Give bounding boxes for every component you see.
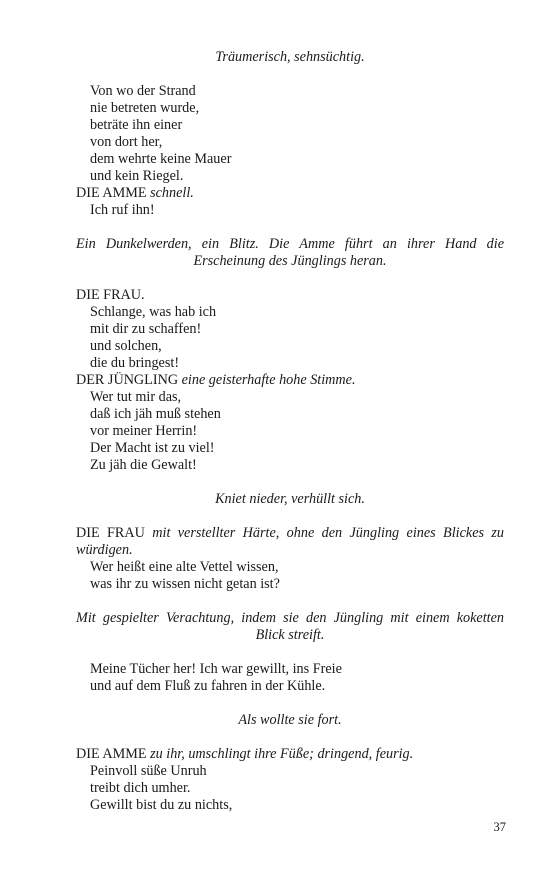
stage-direction: Als wollte sie fort. <box>238 712 342 728</box>
verse-line: die du bringest! <box>90 355 180 371</box>
speaker-line <box>76 287 504 304</box>
stage-direction: Träumerisch, sehnsüchtig. <box>215 49 365 65</box>
verse-line: nie betreten wurde, <box>90 100 200 116</box>
verse-line: und solchen, <box>90 338 162 354</box>
verse-line: mit dir zu schaffen! <box>90 321 202 337</box>
speaker-name: DER JÜNGLING <box>76 372 179 388</box>
verse-line: vor meiner Herrin! <box>90 423 198 439</box>
verse-line: Zu jäh die Gewalt! <box>90 457 197 473</box>
book-page-text <box>76 49 504 814</box>
verse-line: Von wo der Strand <box>90 83 196 99</box>
speaker-direction: eine geisterhafte hohe Stimme. <box>181 372 356 388</box>
verse-line: Der Macht ist zu viel! <box>90 440 215 456</box>
verse-line: Meine Tücher her! Ich war gewillt, ins Freie <box>90 661 342 677</box>
verse-line: Peinvoll süße Unruh <box>90 763 207 779</box>
verse-line: Wer tut mir das, <box>90 389 182 405</box>
speaker-line <box>76 185 504 202</box>
speaker-line <box>76 746 504 763</box>
verse-line: was ihr zu wissen nicht getan ist? <box>90 576 280 592</box>
speaker-name: DIE FRAU <box>76 525 145 541</box>
speaker-direction: schnell. <box>150 185 194 201</box>
stage-direction: Kniet nieder, verhüllt sich. <box>215 491 365 507</box>
verse-line: Schlange, was hab ich <box>90 304 217 320</box>
stage-direction: Mit gespielter Verachtung, indem sie den Jüngling mit einem koketten Blick streift. <box>76 610 504 643</box>
verse-line: von dort her, <box>90 134 163 150</box>
verse-block <box>76 83 504 185</box>
verse-line: Ich ruf ihn! <box>90 202 155 218</box>
verse-line: beträte ihn einer <box>90 117 183 133</box>
speaker-direction: zu ihr, umschlingt ihre Füße; dringend, feurig. <box>150 746 414 762</box>
speaker-line <box>76 525 504 559</box>
verse-line: dem wehrte keine Mauer <box>90 151 232 167</box>
speaker-line <box>76 372 504 389</box>
speaker-name: DIE FRAU. <box>76 287 145 303</box>
speaker-direction: mit verstellter Härte, ohne den Jüngling eines Blickes zu würdigen. <box>76 525 504 558</box>
verse-line: treibt dich umher. <box>90 780 191 796</box>
speaker-name: DIE AMME <box>76 185 147 201</box>
verse-line: und auf dem Fluß zu fahren in der Kühle. <box>90 678 326 694</box>
verse-line: Gewillt bist du zu nichts, <box>90 797 233 813</box>
page-number: 37 <box>493 820 506 834</box>
speaker-name: DIE AMME <box>76 746 147 762</box>
verse-line: Wer heißt eine alte Vettel wissen, <box>90 559 279 575</box>
verse-line: und kein Riegel. <box>90 168 184 184</box>
verse-line: daß ich jäh muß stehen <box>90 406 221 422</box>
stage-direction: Ein Dunkelwerden, ein Blitz. Die Amme führt an ihrer Hand die Erscheinung des Jünglings heran. <box>76 236 504 269</box>
